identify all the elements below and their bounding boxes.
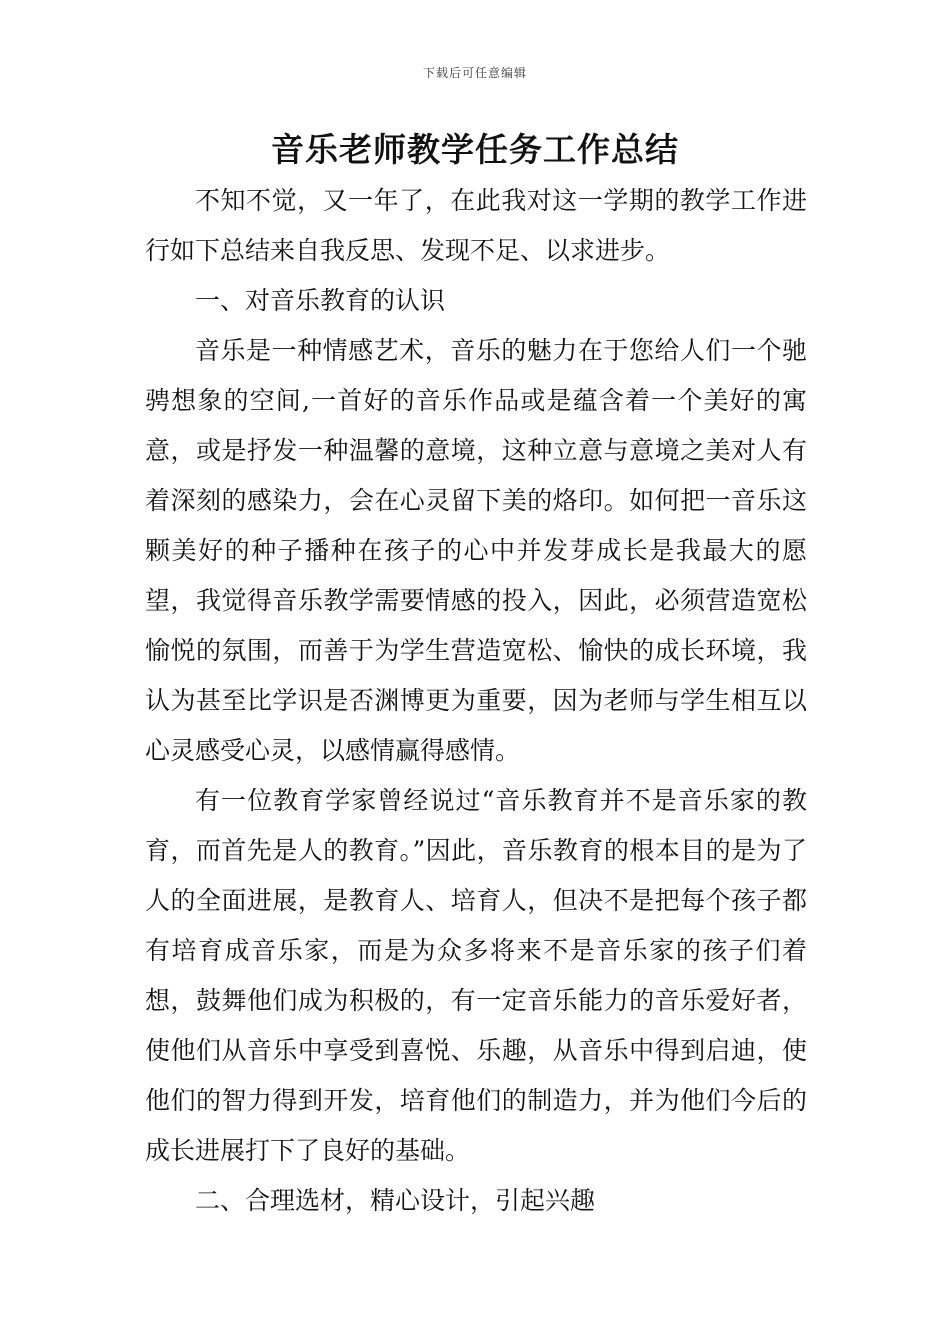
section-heading-1: 一、对音乐教育的认识 bbox=[195, 286, 446, 315]
section-heading-2: 二、合理选材，精心设计，引起兴趣 bbox=[195, 1186, 596, 1215]
intro-paragraph: 不知不觉，又一年了，在此我对这一学期的教学工作进行如下总结来自我反思、发现不足、以求进步。 bbox=[145, 186, 807, 265]
body-paragraph-1: 音乐是一种情感艺术，音乐的魅力在于您给人们一个驰骋想象的空间,一首好的音乐作品或是蕴含着一个美好的寓意，或是抒发一种温馨的意境，这种立意与意境之美对人有着深刻的感染力，会在心灵留下美的烙印。如何把一音乐这颗美好的种子播种在孩子的心中并发芽成长是我最大的愿望，我觉得音乐教学需要情感的投入，因此，必须营造宽松愉悦的氛围，而善于为学生营造宽松、愉快的成长环境，我认为甚至比学识是否渊博更为重要，因为老师与学生相互以心灵感受心灵，以感情赢得感情。 bbox=[145, 336, 807, 765]
body-paragraph-2: 有一位教育学家曾经说过“音乐教育并不是音乐家的教育，而首先是人的教育。”因此，音乐教育的根本目的是为了人的全面进展，是教育人、培育人，但决不是把每个孩子都有培育成音乐家，而是为众多将来不是音乐家的孩子们着想，鼓舞他们成为积极的，有一定音乐能力的音乐爱好者，使他们从音乐中享受到喜悦、乐趣，从音乐中得到启迪，使他们的智力得到开发，培育他们的制造力，并为他们今后的成长进展打下了良好的基础。 bbox=[145, 786, 807, 1165]
header-note: 下载后可任意编辑 bbox=[422, 66, 527, 80]
document-body bbox=[145, 176, 807, 1226]
document-title: 音乐老师教学任务工作总结 bbox=[271, 130, 679, 169]
